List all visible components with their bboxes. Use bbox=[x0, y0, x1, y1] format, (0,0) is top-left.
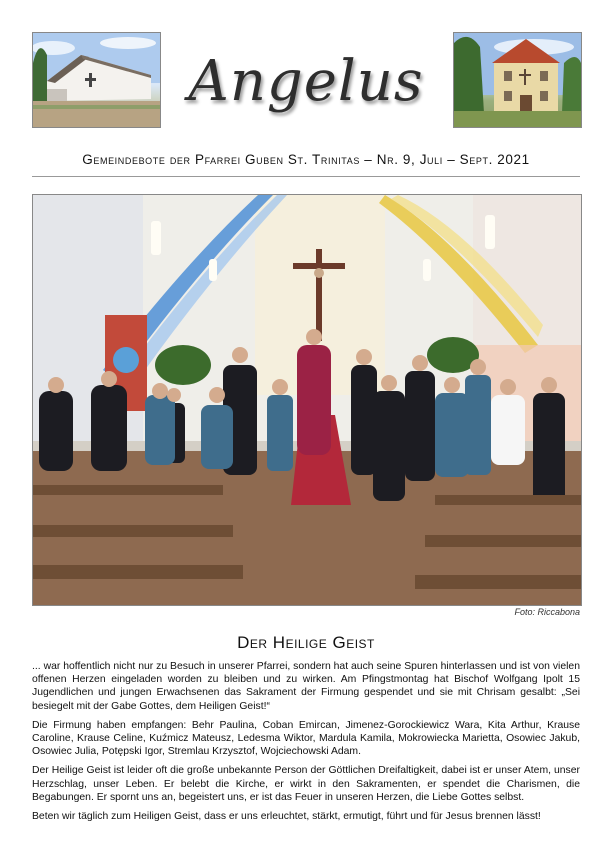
article-paragraph: ... war hoffentlich nicht nur zu Besuch in unserer Pfarrei, sondern hat auch seine Spuren hinterlassen und ist von vielen offenen Herzen eingeladen worden zu bleiben und zu wirken. Am Pfingstmontag hat Bischof Wolfgang Ipolt 15 Jugendlichen und jungen Erwachsenen das Sakrament der Firmung gespendet und sie mit Chrisam gesalbt: „Sei besiegelt mit der Gabe Gottes, dem Heiligen Geist!“ bbox=[32, 661, 580, 712]
header-divider bbox=[32, 176, 580, 177]
article-paragraph: Beten wir täglich zum Heiligen Geist, dass er uns erleuchtet, stärkt, ermutigt, führt und für Jesus brennen lässt! bbox=[32, 811, 541, 823]
publication-title: Angelus bbox=[188, 49, 424, 114]
confirmation-group-photo bbox=[32, 194, 582, 606]
article-paragraph: Der Heilige Geist ist leider oft die große unbekannte Person der Göttlichen Dreifaltigkeit, dabei ist er unser Atem, unser Herzschlag, unser Leben. Er belebt die Kirche, er wirkt in den Sakramenten, er spendet die Charismen, die Begabungen. Er spornt uns an, begeistert uns, er ist das Feuer in unseren Herzen, die Liebe Gottes selbst. bbox=[32, 765, 580, 803]
article-paragraph: Die Firmung haben empfangen: Behr Paulina, Coban Emircan, Jimenez-Gorockiewicz Wara, Kita Arthur, Krause Caroline, Krause Celine, Kuźmicz Mateusz, Ledesma Wiktor, Mardula Kamila, Mokrowiecka Marietta, Osowiec Jakub, Osowiec Julia, Potępski Igor, Stremlau Krzysztof, Wojciechowski Adam. bbox=[32, 719, 580, 758]
photo-credit: Foto: Riccabona bbox=[514, 607, 580, 617]
article-heading: Der Heilige Geist bbox=[237, 633, 375, 652]
parish-house-photo bbox=[453, 32, 582, 128]
publication-subtitle: Gemeindebote der Pfarrei Guben St. Trinitas – Nr. 9, Juli – Sept. 2021 bbox=[82, 152, 530, 167]
church-exterior-photo bbox=[32, 32, 161, 128]
article-body bbox=[32, 660, 580, 829]
